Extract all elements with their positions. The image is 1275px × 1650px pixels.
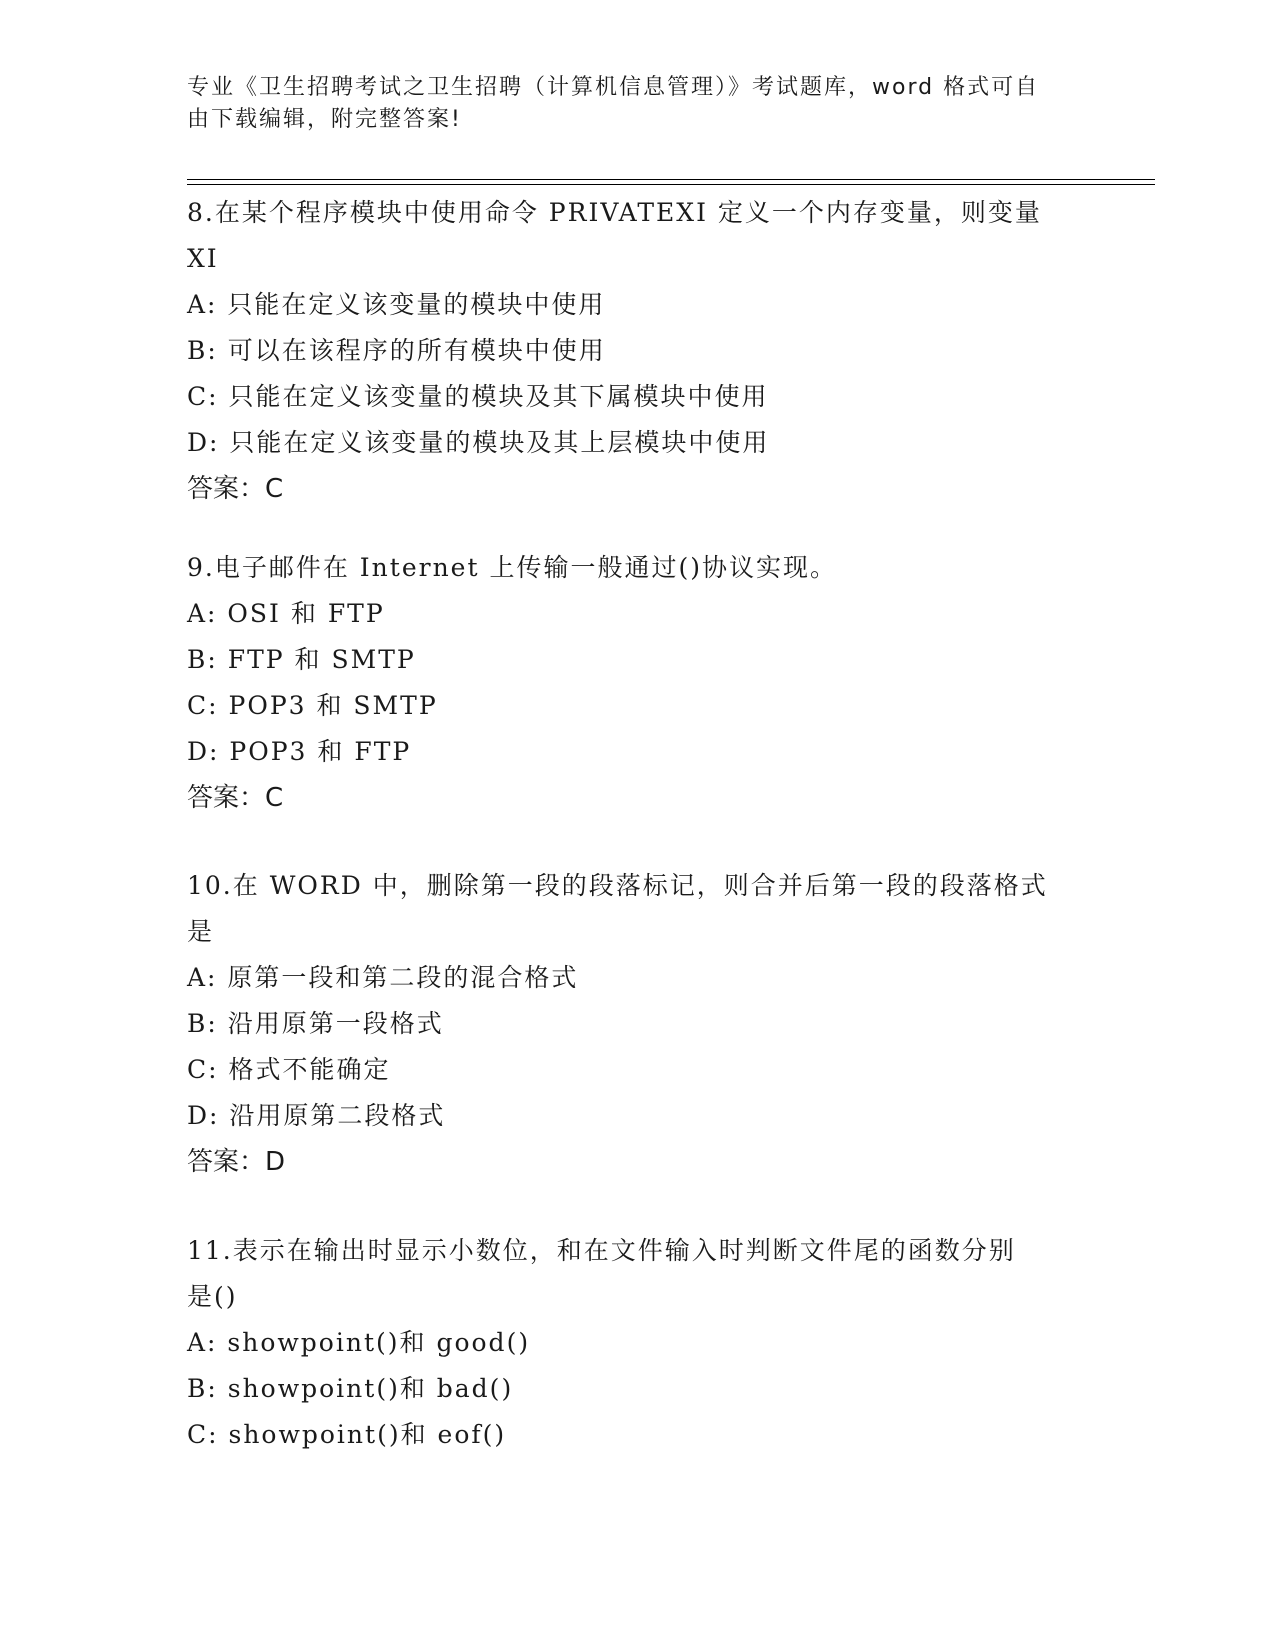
option-a: A: OSI 和 FTP: [187, 599, 385, 628]
option-c: C: POP3 和 SMTP: [187, 691, 438, 720]
question-text-line: 是: [187, 917, 215, 946]
document-header: [187, 72, 1067, 136]
option-c: C: 只能在定义该变量的模块及其下属模块中使用: [187, 382, 769, 411]
option-c: C: 格式不能确定: [187, 1055, 391, 1084]
question-text-line: 9.电子邮件在 Internet 上传输一般通过()协议实现。: [187, 553, 837, 582]
option-c: C: showpoint()和 eof(): [187, 1420, 507, 1449]
option-d: D: 沿用原第二段格式: [187, 1101, 446, 1130]
question-11: [187, 1228, 1067, 1458]
header-line-2: 由下载编辑，附完整答案!: [187, 107, 462, 132]
option-d: D: 只能在定义该变量的模块及其上层模块中使用: [187, 428, 770, 457]
option-b: B: showpoint()和 bad(): [187, 1374, 514, 1403]
question-text-line: 是(): [187, 1282, 238, 1311]
question-text-line: XI: [187, 244, 219, 273]
header-divider-bottom: [187, 184, 1155, 185]
option-d: D: POP3 和 FTP: [187, 737, 412, 766]
question-10: [187, 863, 1067, 1185]
header-line-1: 专业《卫生招聘考试之卫生招聘（计算机信息管理）》考试题库，word 格式可自: [187, 75, 1040, 100]
option-a: A: 只能在定义该变量的模块中使用: [187, 290, 606, 319]
answer: 答案：C: [187, 474, 284, 504]
answer: 答案：C: [187, 783, 284, 813]
question-text-line: 11.表示在输出时显示小数位，和在文件输入时判断文件尾的函数分别: [187, 1236, 1016, 1265]
question-text-line: 10.在 WORD 中，删除第一段的段落标记，则合并后第一段的段落格式: [187, 871, 1048, 900]
option-b: B: FTP 和 SMTP: [187, 645, 416, 674]
question-9: [187, 545, 1067, 821]
question-text-line: 8.在某个程序模块中使用命令 PRIVATEXI 定义一个内存变量，则变量: [187, 198, 1042, 227]
option-b: B: 沿用原第一段格式: [187, 1009, 444, 1038]
option-a: A: showpoint()和 good(): [187, 1328, 531, 1357]
question-8: [187, 190, 1067, 512]
option-b: B: 可以在该程序的所有模块中使用: [187, 336, 606, 365]
header-divider-top: [187, 179, 1155, 180]
option-a: A: 原第一段和第二段的混合格式: [187, 963, 579, 992]
answer: 答案：D: [187, 1147, 286, 1177]
